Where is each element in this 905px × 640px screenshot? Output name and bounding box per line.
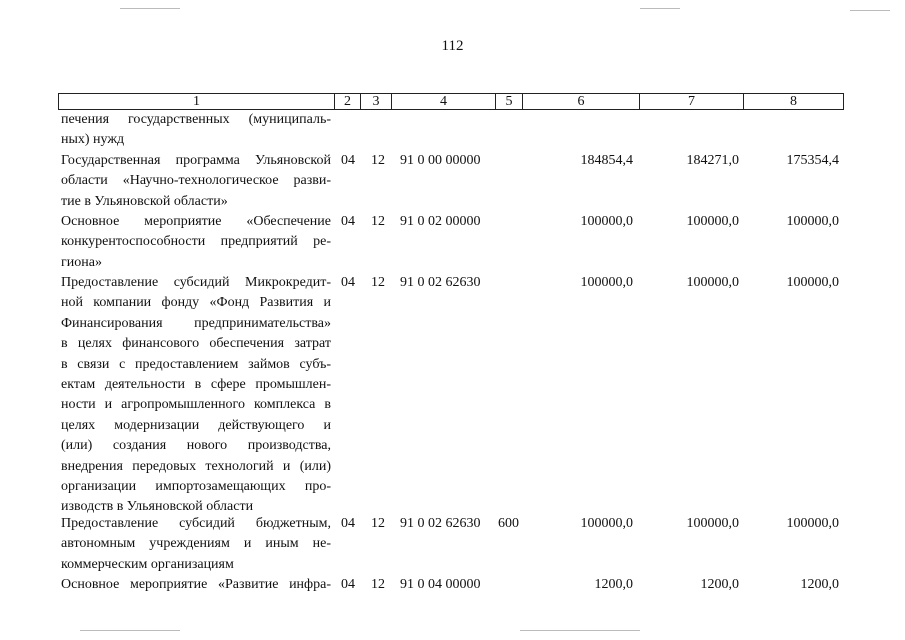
cell-amount-1: 184854,4 (580, 153, 633, 168)
description-line: в связи с предоставлением займов субъ- (61, 356, 331, 372)
cell-amount-2: 184271,0 (686, 153, 739, 168)
header-col-3: 3 (361, 94, 392, 109)
cell-section: 04 (341, 153, 355, 168)
row-description (61, 514, 331, 575)
header-col-7: 7 (640, 94, 744, 109)
scan-artifact (80, 630, 180, 631)
cell-subsection: 12 (371, 153, 385, 168)
description-line: изводств в Ульяновской области (61, 499, 254, 515)
cell-target-code: 91 0 02 00000 (400, 214, 481, 229)
scan-artifact (850, 10, 890, 11)
page-number: 112 (441, 38, 464, 54)
description-line: внедрения передовых технологий и (или) (61, 458, 331, 474)
description-line: конкурентоспособности предприятий ре- (61, 234, 331, 250)
header-col-2: 2 (335, 94, 361, 109)
description-line: области «Научно-технологическое разви- (61, 173, 331, 189)
cell-amount-2: 100000,0 (686, 516, 739, 531)
cell-amount-3: 100000,0 (786, 516, 839, 531)
row-description (61, 212, 331, 273)
table-header (58, 93, 844, 110)
cell-subsection: 12 (371, 214, 385, 229)
description-line: коммерческим организациям (61, 556, 234, 572)
description-line: в целях финансового обеспечения затрат (61, 336, 331, 352)
cell-target-code: 91 0 00 00000 (400, 153, 481, 168)
header-col-1: 1 (59, 94, 335, 109)
header-col-6: 6 (523, 94, 640, 109)
scan-artifact (640, 8, 680, 9)
description-line: (или) создания нового производства, (61, 438, 331, 454)
description-line: целях модернизации действующего и (61, 417, 331, 433)
description-line: Государственная программа Ульяновской (61, 153, 331, 168)
description-line: ных) нужд (61, 132, 125, 148)
description-line: ности и агропромышленного комплекса в (61, 397, 331, 413)
cell-section: 04 (341, 275, 355, 290)
cell-amount-3: 100000,0 (786, 275, 839, 290)
description-line: Основное мероприятие «Обеспечение (61, 214, 331, 229)
cell-target-code: 91 0 02 62630 (400, 516, 481, 531)
cell-amount-3: 100000,0 (786, 214, 839, 229)
cell-amount-3: 1200,0 (800, 577, 839, 592)
description-line: тие в Ульяновской области» (61, 193, 228, 209)
row-description (61, 273, 331, 518)
cell-amount-2: 1200,0 (700, 577, 739, 592)
cell-amount-1: 100000,0 (580, 516, 633, 531)
cell-amount-1: 1200,0 (594, 577, 633, 592)
cell-amount-1: 100000,0 (580, 214, 633, 229)
description-line: Основное мероприятие «Развитие инфра- (61, 577, 331, 592)
cell-subsection: 12 (371, 577, 385, 592)
header-col-4: 4 (392, 94, 496, 109)
description-line: ектам деятельности в сфере промышлен- (61, 377, 331, 393)
cell-subsection: 12 (371, 275, 385, 290)
cell-section: 04 (341, 516, 355, 531)
cell-amount-2: 100000,0 (686, 275, 739, 290)
row-description (61, 110, 331, 151)
description-line: печения государственных (муниципаль- (61, 112, 331, 127)
description-line: автономным учреждениям и иным не- (61, 536, 331, 552)
cell-section: 04 (341, 577, 355, 592)
description-line: ной компании фонду «Фонд Развития и (61, 295, 331, 311)
cell-amount-2: 100000,0 (686, 214, 739, 229)
cell-target-code: 91 0 02 62630 (400, 275, 481, 290)
scan-artifact (520, 630, 640, 631)
description-line: гиона» (61, 254, 102, 270)
row-description (61, 151, 331, 212)
scan-artifact (120, 8, 180, 9)
description-line: Предоставление субсидий бюджетным, (61, 516, 331, 531)
header-col-5: 5 (496, 94, 523, 109)
cell-subsection: 12 (371, 516, 385, 531)
row-description (61, 575, 331, 595)
cell-section: 04 (341, 214, 355, 229)
description-line: Финансирования предпринимательства» (61, 315, 331, 331)
cell-amount-1: 100000,0 (580, 275, 633, 290)
description-line: организации импортозамещающих про- (61, 479, 331, 495)
cell-target-code: 91 0 04 00000 (400, 577, 481, 592)
cell-amount-3: 175354,4 (786, 153, 839, 168)
header-col-8: 8 (790, 94, 797, 109)
cell-expense-type: 600 (498, 516, 519, 531)
description-line: Предоставление субсидий Микрокредит- (61, 275, 331, 290)
